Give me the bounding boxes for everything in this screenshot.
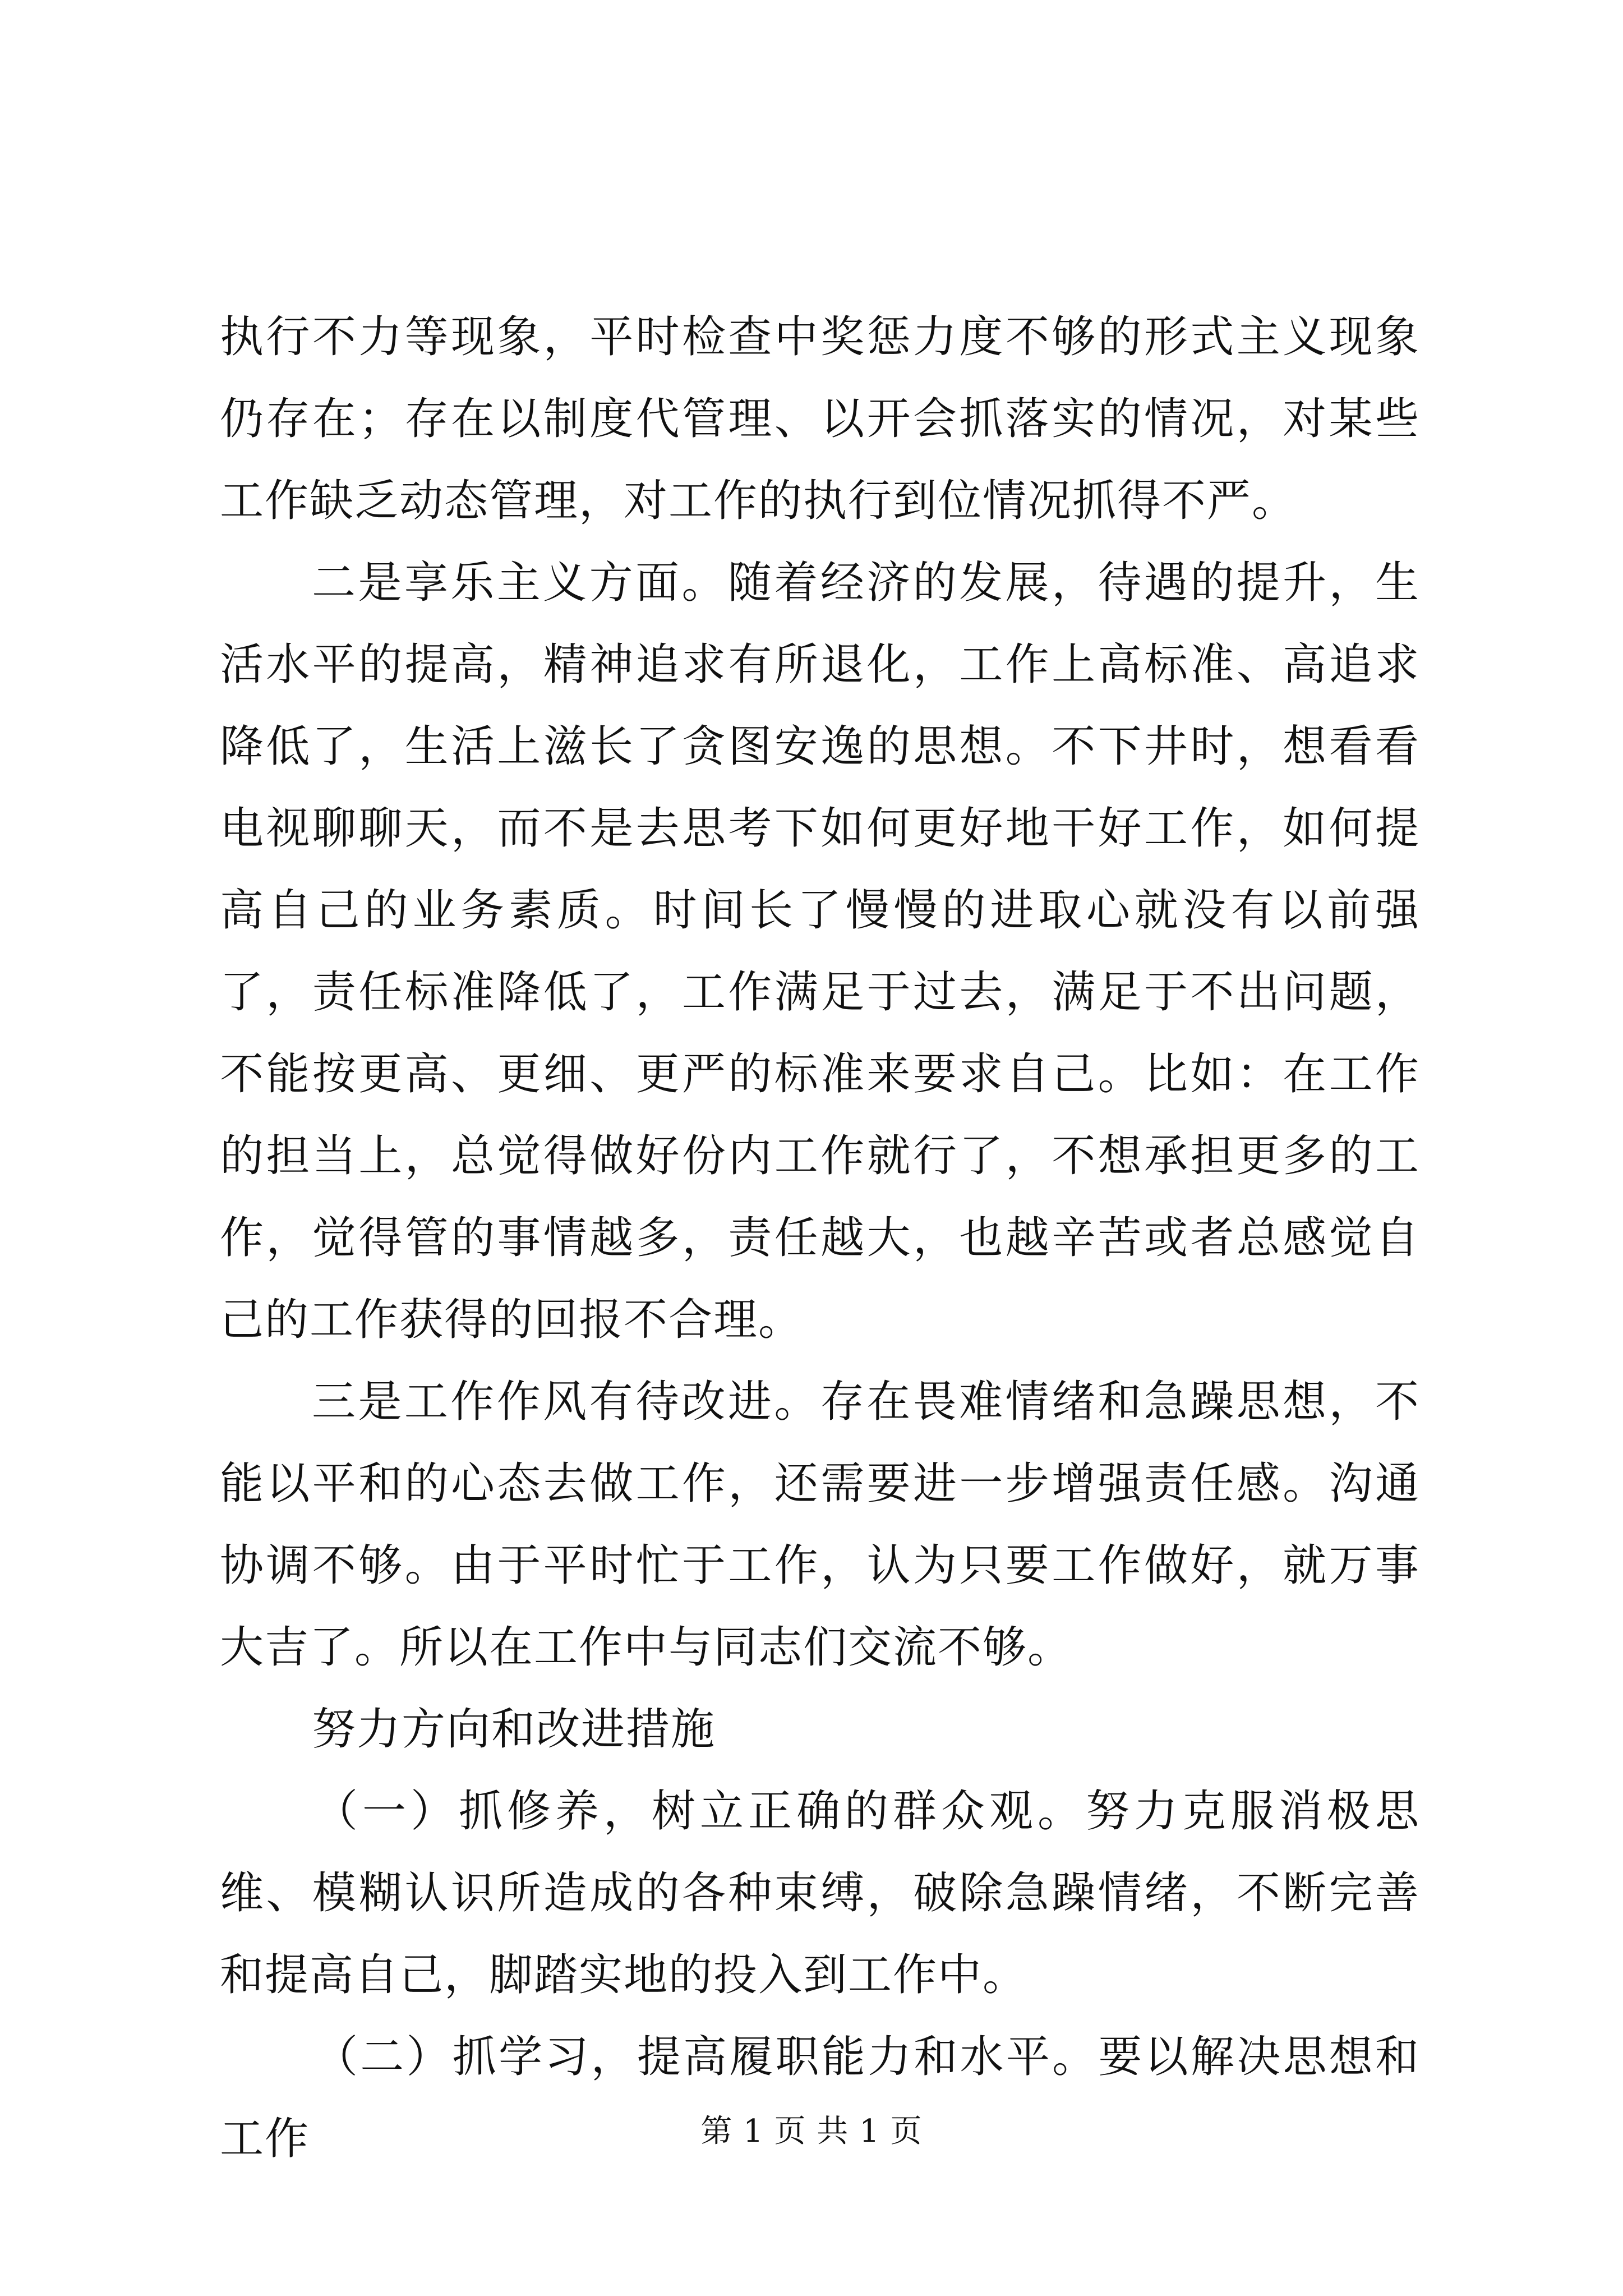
paragraph-5: （二）抓学习，提高履职能力和水平。要以解决思想和工作 (220, 2032, 1420, 2164)
paragraph-1: 执行不力等现象，平时检查中奖惩力度不够的形式主义现象仍存在；存在以制度代管理、以开会抓落实的情况，对某些工作缺乏动态管理，对工作的执行到位情况抓得不严。 (220, 312, 1420, 526)
document-body (220, 296, 1420, 2180)
page-footer: 第 1 页 共 1 页 (700, 2113, 923, 2150)
paragraph-3: 三是工作作风有待改进。存在畏难情绪和急躁思想，不能以平和的心态去做工作，还需要进一步增强责任感。沟通协调不够。由于平时忙于工作，认为只要工作做好，就万事大吉了。所以在工作中与同志们交流不够。 (220, 1377, 1420, 1673)
paragraph-2: 二是享乐主义方面。随着经济的发展，待遇的提升，生活水平的提高，精神追求有所退化，工作上高标准、高追求降低了，生活上滋长了贪图安逸的思想。不下井时，想看看电视聊聊天，而不是去思考下如何更好地干好工作，如何提高自己的业务素质。时间长了慢慢的进取心就没有以前强了，责任标准降低了，工作满足于过去，满足于不出问题，不能按更高、更细、更严的标准来要求自己。比如：在工作的担当上，总觉得做好份内工作就行了，不想承担更多的工作，觉得管的事情越多，责任越大，也越辛苦或者总感觉自己的工作获得的回报不合理。 (220, 558, 1420, 1345)
section-heading: 努力方向和改进措施 (312, 1704, 716, 1755)
paragraph-4: （一）抓修养，树立正确的群众观。努力克服消极思维、模糊认识所造成的各种束缚，破除急躁情绪，不断完善和提高自己，脚踏实地的投入到工作中。 (220, 1786, 1420, 2000)
